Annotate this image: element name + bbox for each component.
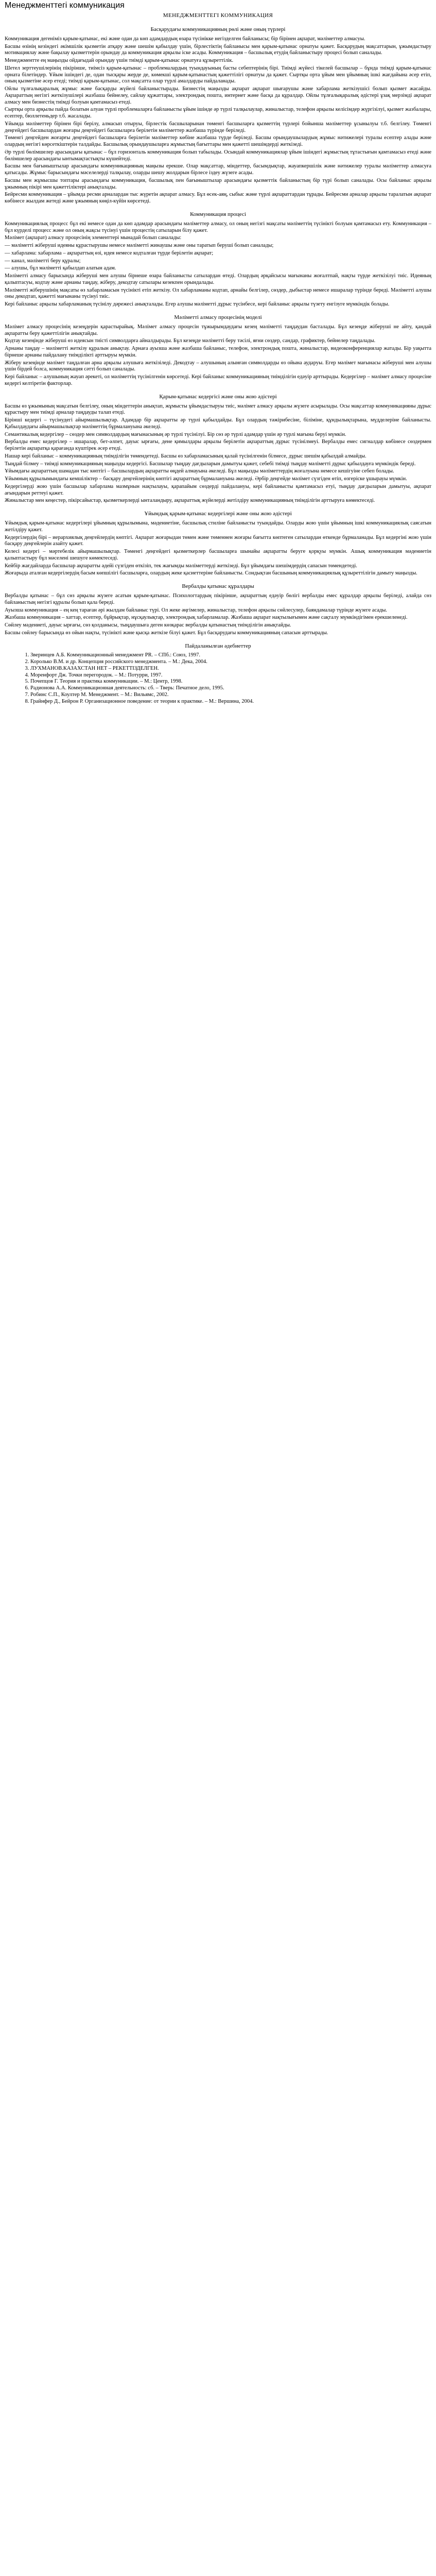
paragraph: Ауызша коммуникация – ең кең тараған әрі жылдам байланыс түрі. Ол жеке әңгімелер, жиналыстар, телефон арқылы сөйлесулер, баяндамалар түрінде жүзеге асады. bbox=[5, 607, 387, 613]
page bbox=[0, 0, 436, 711]
paragraph: Кері байланыс арқылы хабарламаның түсінілу дәрежесі анықталады. Егер алушы мәліметті дұрыс түсінбесе, кері байланыс арқылы түзету енгізуге мүмкіндік болады. bbox=[5, 301, 390, 307]
paragraph: Ойлы тұлғалықаралық жұмыс және басқарды жүйелі байланыстырады. Бизнестің маңызды ақпарат ақпарат шығарушы және хабарлама жеткізушісі болып қызмет жасайды. Ақпараттың негізгі жеткізушілері жазбаша бейнелеу, сайлау құжаттары, электрондық пошта, интернет және басқа да құралдар. Ойлы тұлғалықаралық әдістері ұзақ мерзімді ақпарат алмасу мен бизнестің тиімді болуын қамтамасыз етеді. bbox=[5, 86, 431, 105]
paragraph: Әр түрлі бөлімшелер арасындағы қатынас – бұл горизонталь коммуникация болып табылады. Осындай коммуникациялар ұйым ішіндегі жұмыстың тұтастығын қамтамасыз етеді және бөлімшелер арасындағы ынтымақтастықты күшейтеді. bbox=[5, 149, 431, 162]
paragraph: Келесі кедергі – мәртебелік айырмашылықтар. Төменгі деңгейдегі қызметкерлер басшыларға шынайы ақпаратты беруге қорқуы мүмкін. Ашық коммуникация мәдениетін қалыптастыру бұл мәселені шешуге көмектеседі. bbox=[5, 549, 431, 561]
paragraph: Сөйлеу мәдениеті, дауыс ырғағы, сөз қолданысы, тыңдаушыға деген көзқарас вербалды қатынастың тиімділігін анықтайды. bbox=[5, 622, 291, 628]
reference-item: 2. Королько В.М. и др. Концепция российского менеджмента. – М.: Дека, 2004. bbox=[30, 659, 431, 666]
paragraph: Жіберу кезеңінде мәлімет таңдалған арна арқылы алушыға жеткізіледі. Декодтау – алушының алынған символдарды өз ойына аударуы. Егер мәлімет мағынасы жіберуші мен алушы үшін бірдей болса, коммуникация сәтті болып саналады. bbox=[5, 360, 431, 372]
paragraph: Арнаны таңдау – мәліметті жеткізу құралын анықтау. Арнаға ауызша және жазбаша байланыс, телефон, электрондық пошта, жиналыстар, видеоконференциялар жатады. Бір уақытта бірнеше арнаны пайдалану тиімділікті арттыруы мүмкін. bbox=[5, 346, 431, 358]
reference-item: 8. Грайнфер Д., Бейрон Р. Организационное поведение: от теории к практике. – М.: Вершина, 2004. bbox=[30, 699, 431, 705]
paragraph: Басшы мен жұмысшы топтары арасындағы коммуникация, басшылық пен бағыныштылар арасындағы қызметтік байланыстың бір түрі болып саналады. Осы байланыс арқылы ұжымның пікірі мен қажеттіліктері анықталады. bbox=[5, 177, 431, 190]
reference-item: 1. Зверинцев А.Б. Коммуникационный менеджмент PR. – СПб.: Союз, 1997. bbox=[30, 652, 431, 659]
references-heading: Пайдаланылған әдебиеттер bbox=[185, 642, 251, 649]
document-section bbox=[5, 511, 431, 577]
document-section bbox=[5, 211, 431, 308]
document-section bbox=[5, 314, 431, 387]
references-list bbox=[5, 652, 431, 705]
page-title: Менеджменттегі коммуникация bbox=[5, 1, 125, 10]
paragraph: Мәліметті жіберушінің мақсаты өз хабарламасын түсінікті етіп жеткізу. Ол хабарламаны кодтап, арнайы белгілер, сөздер, дыбыстар немесе ишаралар түрінде береді. Мәліметті алушы оны декодтап, қажетті мағынаны түсінуі тиіс. bbox=[5, 287, 431, 300]
paragraph: Басшы өз ұжымының мақсатын белгілеу, оның міндеттерін анықтап, жұмысты ұйымдастыруы тиіс, мәлімет алмасу арқылы жүзеге асырылады. Осы мақсаттар коммуникацияны дұрыс құрастыру мен тиімді арналар таңдауды талап етеді. bbox=[5, 403, 431, 416]
paragraph: Кедергілерді жою үшін басшылар хабарлама мазмұнын нақтылауы, қарапайым сөздерді пайдалануы, кері байланысты қамтамасыз етуі, тыңдау дағдыларын дамытуы, ақпарат ағындарын реттеуі қажет. bbox=[5, 483, 431, 496]
document-section bbox=[5, 26, 431, 205]
paragraph: Басшы мен бағыныштылар арасындағы коммуникацияның маңызы ерекше. Олар мақсаттар, міндеттер, басымдықтар, жауапкершілік және нәтижелер туралы мәліметтер алмасуға қатысады. Жұмыс барысындағы мәселелерді талқылау, оларды шешу жолдарын бірлесе іздеу жүзеге асады. bbox=[5, 163, 431, 176]
paragraph: Кейбір жағдайларда басшылар ақпаратты әдейі сүзгіден өткізіп, тек жағымды мәліметтерді жеткізеді. Бұл ұйымдағы шешімдердің сапасын төмендетеді. bbox=[5, 563, 357, 569]
paragraph: Вербалды қатынас – бұл сөз арқылы жүзеге асатын қарым-қатынас. Психологтардың пікірінше, ақпараттың едәуір бөлігі вербалды емес құралдар арқылы беріледі, алайда сөз байланыстың негізгі құралы болып қала береді. bbox=[5, 593, 431, 605]
paragraph: Нашар кері байланыс – коммуникацияның тиімділігін төмендетеді. Басшы өз хабарламасының қалай түсінілгенін білмесе, дұрыс шешім қабылдай алмайды. bbox=[5, 453, 367, 459]
paragraph: Тыңдай білмеу – тиімді коммуникацияның маңызды кедергісі. Басшылар тыңдау дағдыларын дамытуы қажет, себебі тиімді тыңдау мәліметті дұрыс қабылдауға мүмкіндік береді. bbox=[5, 461, 416, 467]
paragraph: Коммуникациялық процесс бұл екі немесе одан да көп адамдар арасындағы мәліметтер алмасу, ол оның негізгі мақсаты мәліметтің түсінікті болуын қамтамасыз ету. Коммуникация – бұл күрделі процесс және ол оның жақсы түсінуі үшін процестің сатыларын білу қажет. bbox=[5, 221, 431, 233]
paragraph: Вербалды емес кедергілер – ишаралар, бет-әлпет, дауыс ырғағы, дене қимылдары арқылы берілетін ақпараттың дұрыс түсінілмеуі. Вербалды емес сигналдар көбінесе сөздермен берілетін ақпаратқа қарағанда күштірек әсер етеді. bbox=[5, 439, 431, 451]
reference-item: 5. Почепцов Г. Теория и практика коммуникации. – М.: Центр, 1998. bbox=[30, 679, 431, 685]
paragraph: Бірінші кедергі – түсінудегі айырмашылықтар. Адамдар бір ақпаратты әр түрлі қабылдайды. Бұл олардың тәжірибесіне, біліміне, құндылықтарына, мүдделеріне байланысты. Қабылдаудағы айырмашылықтар мәліметтің бұрмалануына әкеледі. bbox=[5, 417, 431, 430]
document-body bbox=[5, 26, 431, 637]
reference-item: 7. Робинс С.П., Коултер М. Менеджмент. – М.: Вильямс, 2002. bbox=[30, 692, 431, 699]
section-heading: Қарым-қатынас кедергісі және оны жою әдістері bbox=[159, 393, 277, 400]
paragraph: Төменгі деңгейден жоғарғы деңгейдегі басшыларға берілетін мәліметтер көбіне жазбаша түрде беріледі. Басшы орындаушылардың жұмыс нәтижелері туралы есептер алады және олардың негізгі көрсеткіштерін талдайды. Басшылық орындаушыларға жұмыстың бағыттары мен қажетті шешімдерді жеткізеді. bbox=[5, 135, 431, 147]
paragraph: Кодтау кезеңінде жіберуші өз идеясын тиісті символдарға айналдырады. Бұл кезеңде мәліметті беру тәсілі, яғни сөздер, сандар, графиктер, бейнелер таңдалады. bbox=[5, 338, 376, 344]
reference-item: 4. Моренфорт Дж. Точки перегородок. – М.: Потурри, 1997. bbox=[30, 672, 431, 679]
paragraph: Мәлімет (ақпарат) алмасу процесінің элементтері мынадай болып саналады: bbox=[5, 235, 182, 241]
paragraph: Ұйымда мәліметтер бірінен бірі берілу, алмасып отыруы, бірлестік басшыларынан төменгі басшыларға қызметтің түрлері бойынша мәліметтер ұсынылуы т.б. белгілеу. Төменгі деңгейдегі басшылардан жоғары деңгейдегі басшыларға берілетін мәліметтер жазбаша түрінде беріледі. bbox=[5, 121, 431, 133]
paragraph: Менеджментте ең маңызды ойдағыдай орындау үшін тиімді қарым-қатынас орнатуға құзыреттілік. bbox=[5, 58, 234, 63]
paragraph: Жиналыстар мен кеңестер, пікірсайыстар, қызметкерлерді ынталандыру, ақпараттық жүйелерді жетілдіру коммуникацияның тиімділігін арттыруға көмектеседі. bbox=[5, 498, 375, 504]
paragraph: Мәліметті алмасу барысында жіберуші мен алушы бірнеше өзара байланысты сатылардан өтеді. Олардың әрқайсысы мағынаны жоғалтпай, нақты түрде жеткізілуі тиіс. Идеяның қалыптасуы, кодтау және арнаны таңдау, жіберу, декодтау сатылары кезекпен орындалады. bbox=[5, 273, 431, 285]
paragraph: Семантикалық кедергілер – сөздер мен символдардың мағынасының әр түрлі түсінілуі. Бір сөз әр түрлі адамдар үшін әр түрлі мағына беруі мүмкін. bbox=[5, 431, 346, 437]
paragraph: Бейресми коммуникация – ұйымда ресми арналардан тыс жүретін ақпарат алмасу. Бұл өсек-аяң, сыбыс және түрлі ақпараттардан тұрады. Бейресми арналар арқылы таралатын ақпарат көбінесе жылдам жетеді және ұжымның көңіл-күйін көрсетеді. bbox=[5, 192, 431, 204]
paragraph: — алушы, бұл мәліметті қабылдап алатын адам. bbox=[5, 265, 116, 272]
paragraph: Ұйымдық қарым-қатынас кедергілері ұйымның құрылымына, мәдениетіне, басшылық стиліне байланысты туындайды. Оларды жою үшін ұйымның ішкі коммуникациялық саясатын жетілдіру қажет. bbox=[5, 520, 431, 533]
paragraph: Ұйымның құрылымындағы кемшіліктер – басқару деңгейлерінің көптігі ақпараттың бұрмалануына әкеледі. Әрбір деңгейде мәлімет сүзгіден өтіп, өзгеріске ұшырауы мүмкін. bbox=[5, 476, 407, 482]
paragraph: Басшы өзінің кезіндегі әкімшілік қызметін атқару және шешім қабылдау үшін, бірлестіктің байланысы мен қарым-қатынас орнатуы қажет. Басқарудың мақсаттарын, ұжымдастыру мотивациялау және бақылау қызметтерін орындау да коммуникация арқылы іске асады. Коммуникация – басшылық етудің байланыстыру процесі болып саналады. bbox=[5, 43, 431, 56]
document-section bbox=[5, 394, 431, 505]
paragraph: Коммуникация дегеніміз қарым-қатынас, екі және одан да көп адамдардың өзара түсінікке негізделген байланысы; бір бірінен ақпарат, мәліметтер алмасуы. bbox=[5, 36, 365, 42]
reference-item: 3. ЛУХМАНОВ.КАЗАХСТАН НЕТ – РЕКЕТТІЗДЕЛГЕН. bbox=[30, 666, 431, 672]
section-heading: Коммуникация процесі bbox=[190, 211, 246, 217]
paragraph: — хабарлама: хабарлама – ақпараттың өзі, идея немесе кодталған түрде берілетін ақпарат; bbox=[5, 250, 214, 256]
section-heading: Ұйымдық қарым-қатынас кедергілері және оны жою әдістері bbox=[144, 511, 292, 517]
section-heading: Мәліметті алмасу процесінің моделі bbox=[174, 314, 262, 320]
document-title: МЕНЕДЖМЕНТТЕГІ КОММУНИКАЦИЯ bbox=[163, 12, 273, 19]
document-section bbox=[5, 583, 431, 637]
reference-item: 6. Радионова А.А. Коммуникационная деятельность: сб. – Тверь: Печатное дело, 1995. bbox=[30, 685, 431, 692]
paragraph: — мәліметті жіберуші идеяны құрастырушы немесе мәліметті жинаушы және оны таратып беруші болып саналады; bbox=[5, 243, 274, 248]
paragraph: Шетел зерттеушілерінің пікірінше, тиімсіз қарым-қатынас – проблемалардың туындауының басты себептерінің бірі. Тиімді жүйесі тікелей басшылар – бұнда тиімді қарым-қатынас орната білетіндер. Ұйым ішіндегі де, одан тысқары жерде де, көмекші қарым-қатынастың қажеттілігі орнатуы да қажет. Сыртқы орта ұйым мен ұйымның ішкі жағдайына әсер етіп, оның қызметіне әсер етеді; тиімді қарым-қатынас, сол мақсатта олар түрлі амалдарды пайдаланады. bbox=[5, 65, 431, 84]
paragraph: — канал, мәліметті беру құралы; bbox=[5, 258, 81, 264]
paragraph: Басшы сөйлеу барысында өз ойын нақты, түсінікті және қысқа жеткізе білуі қажет. Бұл басқарудағы коммуникацияның сапасын арттырады. bbox=[5, 630, 328, 636]
paragraph: Мәлімет алмасу процесінің кезеңдерін қарастырайық. Мәлімет алмасу процесін тұжырымдаудағы кезең мәліметті таңдаудан басталады. Бұл кезеңде жіберуші не айту, қандай ақпаратты беру қажеттілігін анықтайды. bbox=[5, 324, 431, 336]
paragraph: Кері байланыс – алушының жауап әрекеті, ол мәліметтің түсінілгенін көрсетеді. Кері байланыс коммуникацияның тиімділігін едәуір арттырады. Кедергілер – мәлімет алмасу процесіне кедергі келтіретін факторлар. bbox=[5, 374, 431, 386]
paragraph: Сыртқы орта арқылы пайда болатын алуан түрлі проблемаларға байланысты ұйым ішінде әр түрлі талқылаулар, жиналыстар, телефон арқылы келісімдер жүргізілуі, қызмет жазбалары, есептер, бюллетеньдер т.б. жасалады. bbox=[5, 107, 431, 119]
paragraph: Кедергілердің бірі – иерархиялық деңгейлердің көптігі. Ақпарат жоғарыдан төмен және төменнен жоғары бағытта көптеген сатылардан өткенде бұрмаланады. Бұл кедергіні жою үшін басқару деңгейлерін азайту қажет. bbox=[5, 534, 431, 547]
section-heading: Басқарудағы коммуникацияның рөлі және оның түрлері bbox=[150, 26, 286, 32]
paragraph: Ұйымдағы ақпараттың шамадан тыс көптігі – басшылардың ақпаратты өңдей алмауына әкеледі. Бұл маңызды мәліметтердің жоғалуына немесе кешігуіне себеп болады. bbox=[5, 468, 394, 474]
paragraph: Жазбаша коммуникация – хаттар, есептер, бұйрықтар, нұсқаулықтар, электрондық хабарламалар. Жазбаша ақпарат нақтылығымен және сақталу мүмкіндігімен ерекшеленеді. bbox=[5, 615, 408, 621]
section-heading: Вербалды қатынас құралдары bbox=[182, 583, 254, 589]
paragraph: Жоғарыда аталған кедергілердің басым көпшілігі басшыларға, олардың жеке қасиеттеріне байланысты. Сондықтан басшының коммуникациялық құзыреттілігін дамыту маңызды. bbox=[5, 570, 417, 577]
